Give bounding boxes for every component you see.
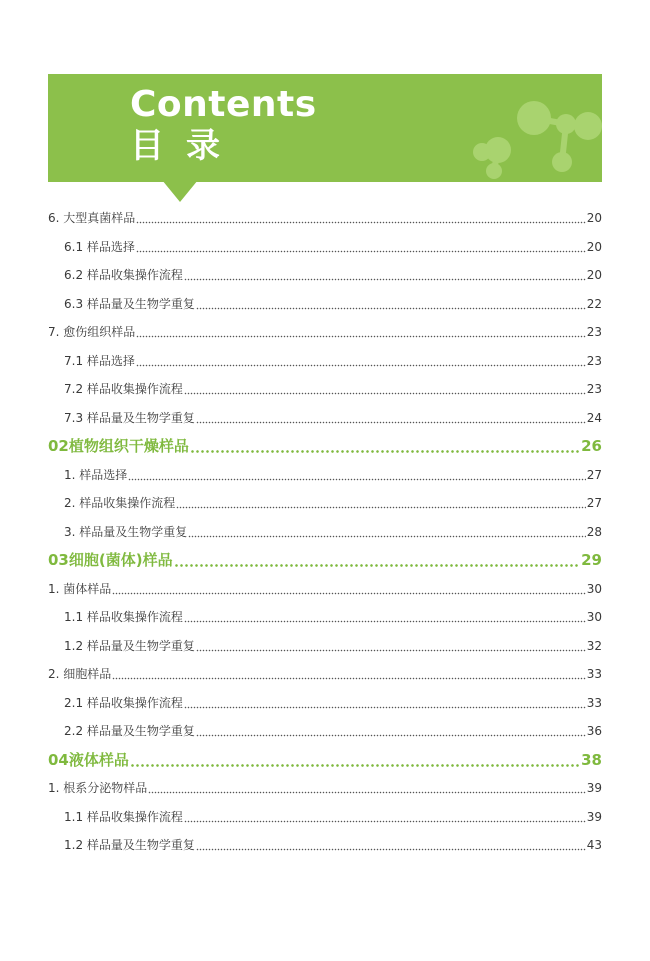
toc-page-number: 29 [581, 551, 602, 569]
toc-entry-label: 1. 根系分泌物样品 [48, 781, 148, 795]
banner-subtitle: 目录 [130, 126, 242, 166]
toc-page-number: 26 [581, 437, 602, 455]
toc-entry-label: 3. 样品量及生物学重复 [64, 524, 188, 539]
toc-entry[interactable] [48, 831, 602, 860]
toc-entry[interactable] [48, 575, 602, 604]
toc-leader-dots [196, 640, 586, 652]
contents-banner [48, 74, 602, 182]
toc-entry-label: 1. 菌体样品 [48, 581, 112, 596]
toc-entry[interactable] [48, 689, 602, 718]
toc-entry-label: 7.2 样品收集操作流程 [64, 382, 183, 396]
toc-entry[interactable] [48, 774, 602, 803]
toc-page-number: 39 [586, 809, 602, 824]
toc-entry-label: 2. 细胞样品 [48, 667, 112, 681]
toc-entry-label: 7.3 样品量及生物学重复 [64, 410, 195, 425]
toc-page-number: 30 [586, 581, 602, 596]
toc-page-number: 27 [586, 496, 602, 510]
toc-entry[interactable] [48, 518, 602, 547]
toc-page-number: 33 [586, 667, 602, 681]
toc-leader-dots [148, 782, 585, 794]
toc-leader-dots [112, 583, 585, 595]
toc-leader-dots [184, 697, 586, 709]
toc-entry-label: 1.1 样品收集操作流程 [64, 809, 183, 824]
toc-page-number: 20 [586, 239, 602, 254]
toc-leader-dots [196, 839, 586, 851]
toc-entry-label: 6.3 样品量及生物学重复 [64, 296, 195, 311]
toc-entry-label: 04液体样品 [48, 750, 129, 769]
toc-entry-label: 7.1 样品选择 [64, 353, 135, 368]
toc-entry-label: 6.2 样品收集操作流程 [64, 268, 183, 282]
toc-leader-dots [184, 383, 586, 395]
toc-entry-label: 1.2 样品量及生物学重复 [64, 638, 195, 653]
toc-page-number: 23 [586, 353, 602, 368]
toc-leader-dots [188, 526, 585, 538]
toc-page-number: 43 [586, 838, 602, 852]
molecule-icon [458, 74, 602, 182]
toc-leader-dots [184, 611, 586, 623]
toc-leader-dots [130, 753, 580, 768]
toc-section-entry[interactable] [48, 546, 602, 575]
toc-entry-label: 03细胞(菌体)样品 [48, 551, 173, 569]
toc-entry[interactable] [48, 375, 602, 404]
toc-entry[interactable] [48, 318, 602, 347]
toc-entry[interactable] [48, 404, 602, 433]
toc-leader-dots [196, 412, 586, 424]
toc-entry-label: 02植物组织干燥样品 [48, 437, 189, 455]
toc-entry[interactable] [48, 632, 602, 661]
toc-entry-label: 1.2 样品量及生物学重复 [64, 838, 195, 852]
toc-page-number: 22 [586, 296, 602, 311]
toc-leader-dots [196, 725, 586, 737]
toc-leader-dots [174, 553, 581, 568]
toc-leader-dots [196, 298, 586, 310]
toc-entry[interactable] [48, 660, 602, 689]
toc-page-number: 36 [586, 724, 602, 738]
banner-title: Contents [130, 84, 317, 125]
toc-leader-dots [190, 439, 580, 454]
toc-leader-dots [136, 212, 585, 224]
toc-entry[interactable] [48, 261, 602, 290]
toc-leader-dots [176, 497, 585, 509]
toc-page-number: 27 [586, 467, 602, 482]
toc-entry[interactable] [48, 717, 602, 746]
toc-entry[interactable] [48, 204, 602, 233]
toc-entry[interactable] [48, 803, 602, 832]
toc-page-number: 38 [581, 750, 602, 769]
toc-page-number: 23 [586, 325, 602, 339]
toc-entry[interactable] [48, 461, 602, 490]
toc-entry-label: 6. 大型真菌样品 [48, 211, 136, 225]
toc-page-number: 39 [586, 781, 602, 795]
toc-leader-dots [136, 355, 586, 367]
toc-leader-dots [184, 811, 586, 823]
toc-entry[interactable] [48, 603, 602, 632]
toc-entry[interactable] [48, 290, 602, 319]
toc-page-number: 20 [586, 268, 602, 282]
toc-entry-label: 6.1 样品选择 [64, 239, 135, 254]
table-of-contents [48, 204, 602, 860]
toc-leader-dots [128, 469, 585, 481]
toc-entry-label: 2.1 样品收集操作流程 [64, 695, 183, 710]
toc-entry-label: 7. 愈伤组织样品 [48, 325, 136, 339]
toc-page-number: 33 [586, 695, 602, 710]
toc-page-number: 32 [586, 638, 602, 653]
toc-entry[interactable] [48, 233, 602, 262]
toc-entry-label: 1.1 样品收集操作流程 [64, 610, 183, 624]
toc-page-number: 20 [586, 211, 602, 225]
toc-entry[interactable] [48, 489, 602, 518]
toc-entry[interactable] [48, 347, 602, 376]
toc-page-number: 23 [586, 382, 602, 396]
toc-section-entry[interactable] [48, 746, 602, 775]
toc-leader-dots [112, 668, 585, 680]
toc-section-entry[interactable] [48, 432, 602, 461]
toc-entry-label: 2. 样品收集操作流程 [64, 496, 176, 510]
toc-entry-label: 2.2 样品量及生物学重复 [64, 724, 195, 738]
toc-leader-dots [136, 241, 586, 253]
toc-entry-label: 1. 样品选择 [64, 467, 128, 482]
banner-notch [162, 180, 198, 202]
toc-leader-dots [136, 326, 585, 338]
toc-leader-dots [184, 269, 586, 281]
toc-page-number: 30 [586, 610, 602, 624]
toc-page-number: 24 [586, 410, 602, 425]
toc-page-number: 28 [586, 524, 602, 539]
